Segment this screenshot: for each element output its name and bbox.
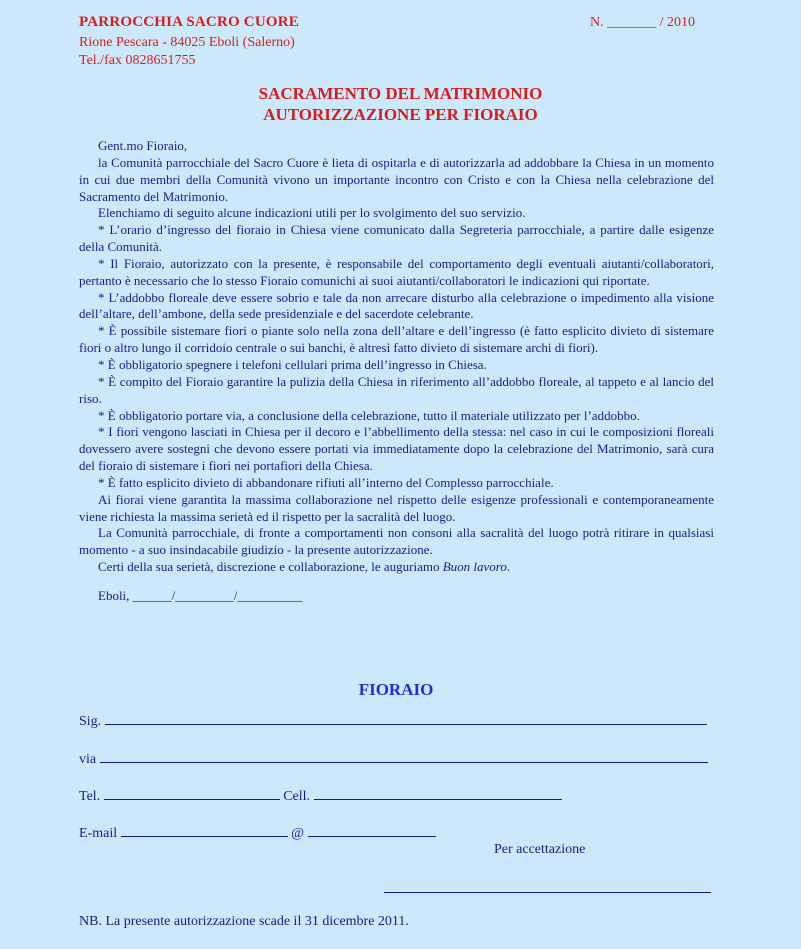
- expiry-note: NB. La presente autorizzazione scade il 31 dicembre 2011.: [79, 914, 409, 929]
- date-line: Eboli, ______/_________/__________: [98, 587, 303, 603]
- florist-section-heading: FIORAIO: [358, 680, 434, 699]
- email-label: E-mail: [79, 826, 118, 841]
- name-field-row: [79, 712, 707, 730]
- rule-item: * L’addobbo floreale deve essere sobrio e tale da non arrecare disturbo alla celebrazione o impedimento alla visione dell’altare, dell’ambone, della sede presidenziale e del sacerdote celebrante.: [79, 289, 714, 322]
- document-title: SACRAMENTO DEL MATRIMONIO: [258, 84, 543, 103]
- closing-paragraph: [79, 559, 714, 576]
- letter-paragraph: La Comunità parrocchiale, di fronte a comportamenti non consoni alla sacralità del luogo potrà ritirare in qualsiasi momento - a suo insindacabile giudizio - la presente autorizzazione.: [79, 525, 714, 558]
- email-user-field[interactable]: [121, 824, 288, 837]
- document-subtitle: AUTORIZZAZIONE PER FIORAIO: [263, 105, 538, 124]
- phone-field[interactable]: [104, 787, 280, 800]
- parish-address: Rione Pescara - 84025 Eboli (Salerno): [79, 35, 295, 50]
- name-field[interactable]: [105, 712, 707, 725]
- rule-item: * È possibile sistemare fiori o piante solo nella zona dell’altare e dell’ingresso (è fatto esplicito divieto di sistemare fiori o altro lungo il corridoio centrale o sui banchi, è altresì fatto divieto di sistemare archi di fiori).: [79, 323, 714, 356]
- acceptance-label: Per accettazione: [494, 842, 586, 857]
- letter-paragraph: Ai fiorai viene garantita la massima collaborazione nel rispetto delle esigenze professionali e contemporaneamente viene richiesta la massima serietà ed il rispetto per la sacralità del luogo.: [79, 491, 714, 524]
- phone-field-row: [79, 787, 562, 805]
- rule-item: * Il Fioraio, autorizzato con la presente, è responsabile del comportamento degli eventuali aiutanti/collaboratori, pertanto è necessario che lo stesso Fioraio comunichi ai suoi aiutanti/collaboratori le indicazioni qui riportate.: [79, 255, 714, 288]
- rule-item: * L’orario d’ingresso del fioraio in Chiesa viene comunicato dalla Segreteria parrocchiale, a partire dalle esigenze della Comunità.: [79, 222, 714, 255]
- mobile-label: Cell.: [283, 789, 311, 804]
- email-domain-field[interactable]: [308, 824, 436, 837]
- mobile-field[interactable]: [314, 787, 562, 800]
- parish-phone: Tel./fax 0828651755: [79, 53, 196, 68]
- street-field[interactable]: [100, 750, 708, 763]
- signature-line[interactable]: [384, 892, 711, 893]
- rule-item: * È obbligatorio spegnere i telefoni cellulari prima dell’ingresso in Chiesa.: [98, 356, 487, 372]
- rule-item: * È obbligatorio portare via, a conclusione della celebrazione, tutto il materiale utilizzato per l’addobbo.: [98, 407, 640, 423]
- name-label: Sig.: [79, 714, 102, 729]
- rule-item: * È compito del Fioraio garantire la pulizia della Chiesa in riferimento all’addobbo floreale, al tappeto e al lancio del riso.: [79, 373, 714, 406]
- email-field-row: [79, 824, 436, 842]
- salutation: Gent.mo Fioraio,: [98, 138, 188, 153]
- protocol-number: N. _______ / 2010: [590, 15, 695, 30]
- parish-name: PARROCCHIA SACRO CUORE: [79, 14, 299, 30]
- rule-item: * I fiori vengono lasciati in Chiesa per il decoro e l’abbellimento della stessa: nel caso in cui le composizioni floreali dovessero avere sostegni che devono essere portati via immediatamente dopo la celebrazione del Matrimonio, sarà cura del fioraio di sistemare i fiori nei portafiori della Chiesa.: [79, 424, 714, 474]
- street-field-row: [79, 750, 708, 768]
- phone-label: Tel.: [79, 789, 101, 804]
- closing-end: .: [506, 559, 511, 575]
- at-sign: @: [291, 826, 305, 841]
- street-label: via: [79, 752, 97, 767]
- letter-body: [79, 138, 714, 605]
- letter-paragraph: Elenchiamo di seguito alcune indicazioni utili per lo svolgimento del suo servizio.: [98, 205, 526, 221]
- closing-text: Certi della sua serietà, discrezione e collaborazione, le auguriamo: [98, 559, 443, 575]
- closing-wish: Buon lavoro: [442, 559, 507, 575]
- letter-paragraph: la Comunità parrocchiale del Sacro Cuore è lieta di ospitarla e di autorizzarla ad addobbare la Chiesa in un momento in cui due membri della Comunità vivono un importante incontro con Cristo e con la Chiesa nella celebrazione del Sacramento del Matrimonio.: [79, 154, 714, 204]
- rule-item: * È fatto esplicito divieto di abbandonare rifiuti all’interno del Complesso parrocchiale.: [98, 474, 554, 490]
